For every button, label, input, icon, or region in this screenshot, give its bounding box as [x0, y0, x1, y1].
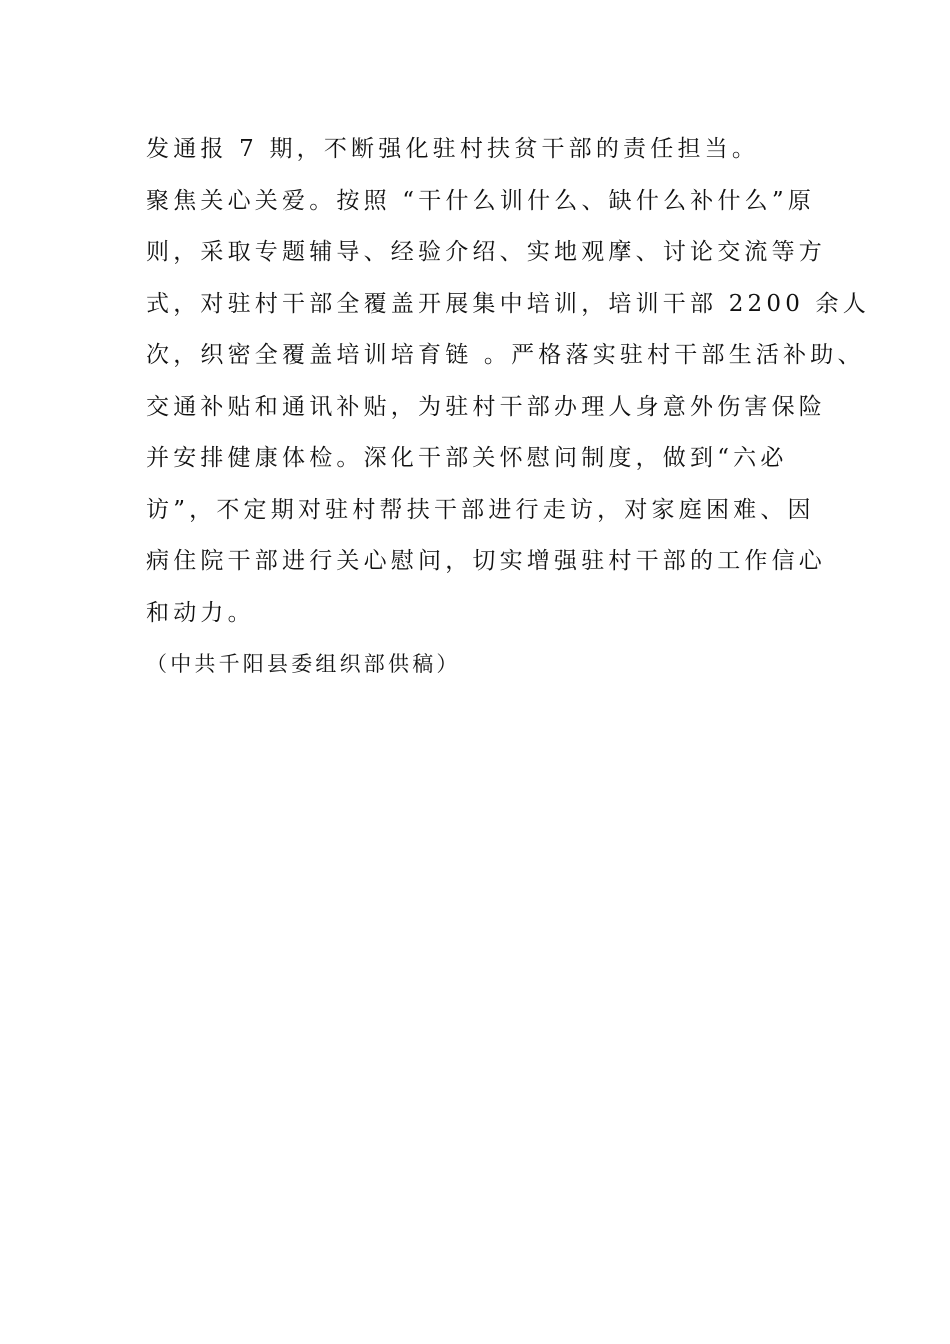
body-line: 并安排健康体检。深化干部关怀慰问制度，做到“六必: [146, 445, 788, 471]
body-line: 次，织密全覆盖培训培育链 。严格落实驻村干部生活补助、: [146, 342, 865, 368]
body-line: 式，对驻村干部全覆盖开展集中培训，培训干部 2200 余人: [146, 290, 870, 317]
article-body: [146, 127, 870, 694]
body-line: 聚焦关心关爱。按照 “干什么训什么、缺什么补什么”原: [146, 187, 816, 214]
body-line: 发通报 7 期，不断强化驻村扶贫干部的责任担当。: [146, 136, 760, 162]
body-line: 和动力。: [146, 599, 255, 626]
source-credit: （中共千阳县委组织部供稿）: [146, 652, 461, 676]
body-line: 则，采取专题辅导、经验介绍、实地观摩、讨论交流等方: [146, 239, 826, 265]
body-line: 病住院干部进行关心慰问，切实增强驻村干部的工作信心: [146, 548, 826, 574]
body-line: 交通补贴和通讯补贴，为驻村干部办理人身意外伤害保险: [146, 393, 826, 420]
body-line: 访”，不定期对驻村帮扶干部进行走访，对家庭困难、因: [146, 496, 815, 523]
